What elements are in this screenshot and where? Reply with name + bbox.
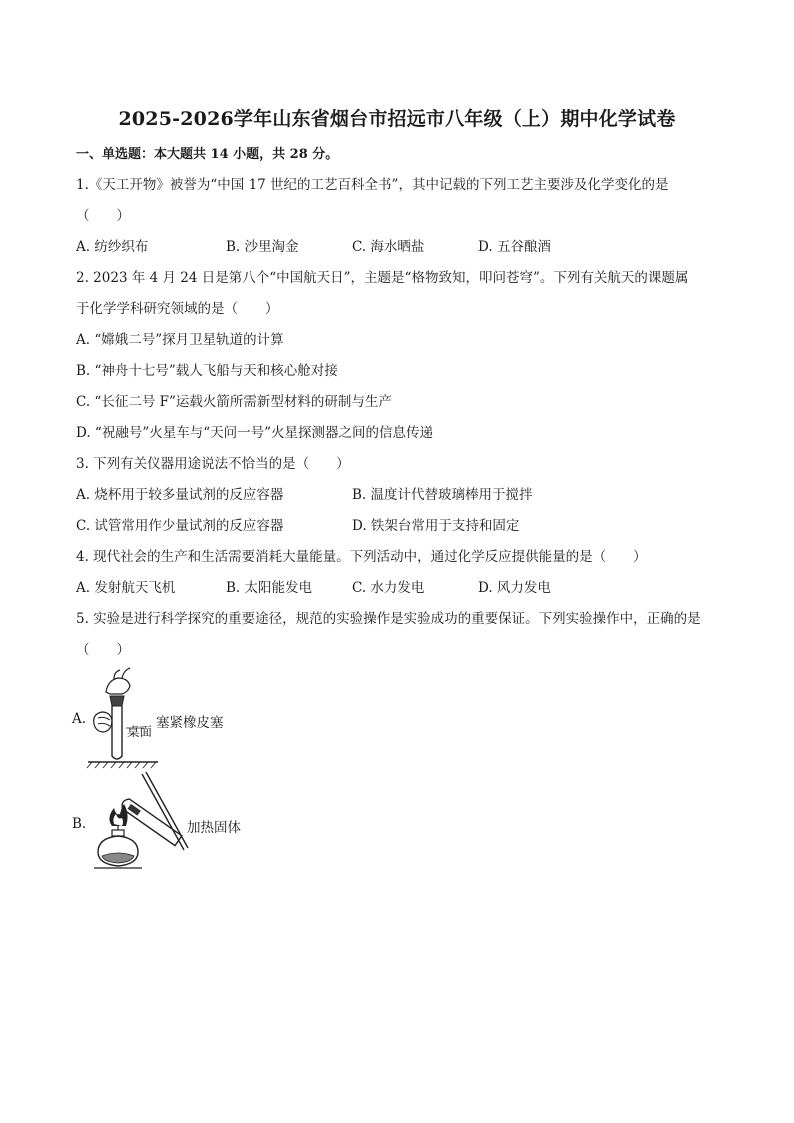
question-3-option-a: A. 烧杯用于较多量试剂的反应容器 [76,487,284,503]
question-5-option-a-letter: A. [72,711,87,727]
question-4-text: 4. 现代社会的生产和生活需要消耗大量能量。下列活动中，通过化学反应提供能量的是（ ） [76,549,647,565]
question-5-option-b-caption: 加热固体 [187,820,241,836]
question-3-option-c: C. 试管常用作少量试剂的反应容器 [76,518,284,534]
stopper-insertion-figure [84,666,164,770]
question-3-option-b: B. 温度计代替玻璃棒用于搅拌 [352,487,533,503]
bench-label: 桌面 [127,724,153,739]
question-2-option-b: B. “神舟十七号”载人飞船与天和核心舱对接 [76,363,338,379]
question-4-option-b: B. 太阳能发电 [226,580,313,596]
question-4-option-d: D. 风力发电 [478,580,551,596]
question-5-text: 5. 实验是进行科学探究的重要途径，规范的实验操作是实验成功的重要保证。下列实验操作中，正确的是 [76,611,701,627]
question-4-option-a: A. 发射航天飞机 [76,580,176,596]
question-5-option-b-letter: B. [72,816,87,832]
question-2-option-d: D. “祝融号”火星车与“天问一号”火星探测器之间的信息传递 [76,425,434,441]
question-3-option-d: D. 铁架台常用于支持和固定 [352,518,520,534]
question-3-text: 3. 下列有关仪器用途说法不恰当的是（ ） [76,456,350,472]
question-5-blank: （ ） [76,642,130,658]
question-1-option-c: C. 海水晒盐 [352,239,425,255]
question-1-text: 1.《天工开物》被誉为“中国 17 世纪的工艺百科全书”，其中记载的下列工艺主要涉及化学变化的是 [76,177,669,193]
question-4-option-c: C. 水力发电 [352,580,425,596]
section-heading: 一、单选题：本大题共 14 小题，共 28 分。 [76,147,339,162]
question-2-text-cont: 于化学学科研究领域的是（ ） [76,301,279,317]
question-5-option-a-caption: 塞紧橡皮塞 [156,715,224,731]
question-1-option-a: A. 纺纱织布 [76,239,149,255]
question-1-option-d: D. 五谷酿酒 [478,239,551,255]
question-1-blank: （ ） [76,208,130,224]
page-title: 2025-2026学年山东省烟台市招远市八年级（上）期中化学试卷 [118,108,676,130]
question-2-text: 2. 2023 年 4 月 24 日是第八个“中国航天日”，主题是“格物致知，叩问苍穹”。下列有关航天的课题属 [76,270,689,286]
heating-solid-figure [84,768,194,880]
question-2-option-a: A. “嫦娥二号”探月卫星轨道的计算 [76,332,284,348]
question-1-option-b: B. 沙里淘金 [226,239,299,255]
question-2-option-c: C. “长征二号 F”运载火箭所需新型材料的研制与生产 [76,394,392,410]
